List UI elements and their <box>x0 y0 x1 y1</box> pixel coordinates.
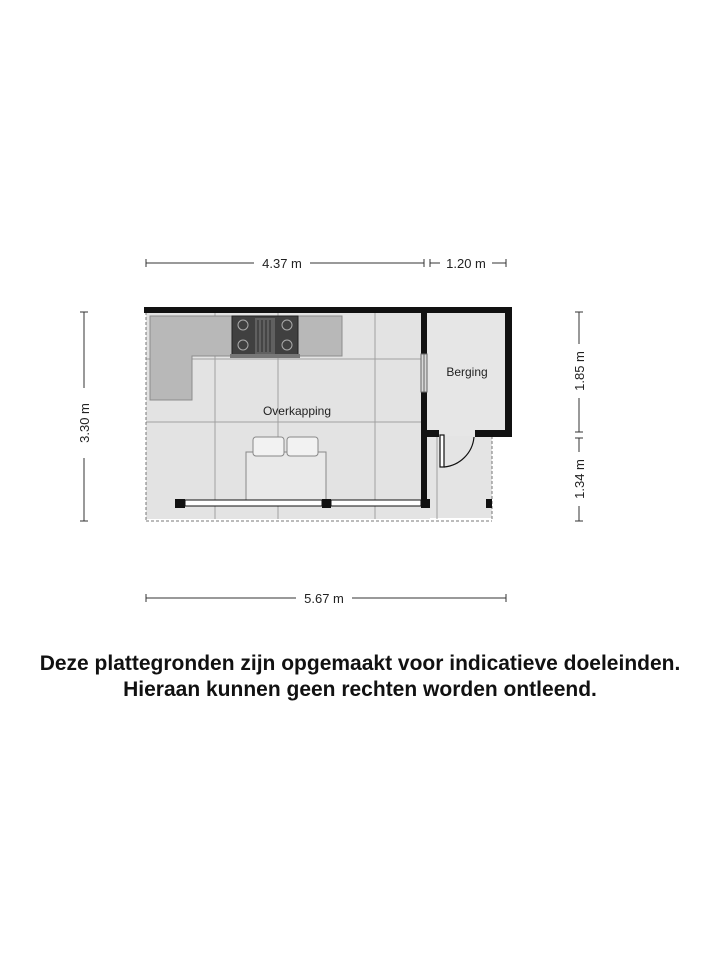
glass-front <box>185 500 421 506</box>
room-label-berging: Berging <box>446 365 488 379</box>
dimension-left: 3.30 m <box>77 403 92 443</box>
dimension-right-bottom: 1.34 m <box>572 459 587 499</box>
dimension-right-top: 1.85 m <box>572 351 587 391</box>
disclaimer-line-2: Hieraan kunnen geen rechten worden ontleend. <box>123 678 597 701</box>
cooktop-icon <box>230 316 300 358</box>
dimension-top-left: 4.37 m <box>262 256 302 271</box>
dimension-bottom: 5.67 m <box>304 591 344 606</box>
berging-doorway <box>421 354 427 392</box>
room-label-overkapping: Overkapping <box>262 404 332 418</box>
entry-floor <box>430 436 492 518</box>
disclaimer-line-1: Deze plattegronden zijn opgemaakt voor indicatieve doeleinden. <box>39 652 681 675</box>
dimension-top-right: 1.20 m <box>446 256 486 271</box>
